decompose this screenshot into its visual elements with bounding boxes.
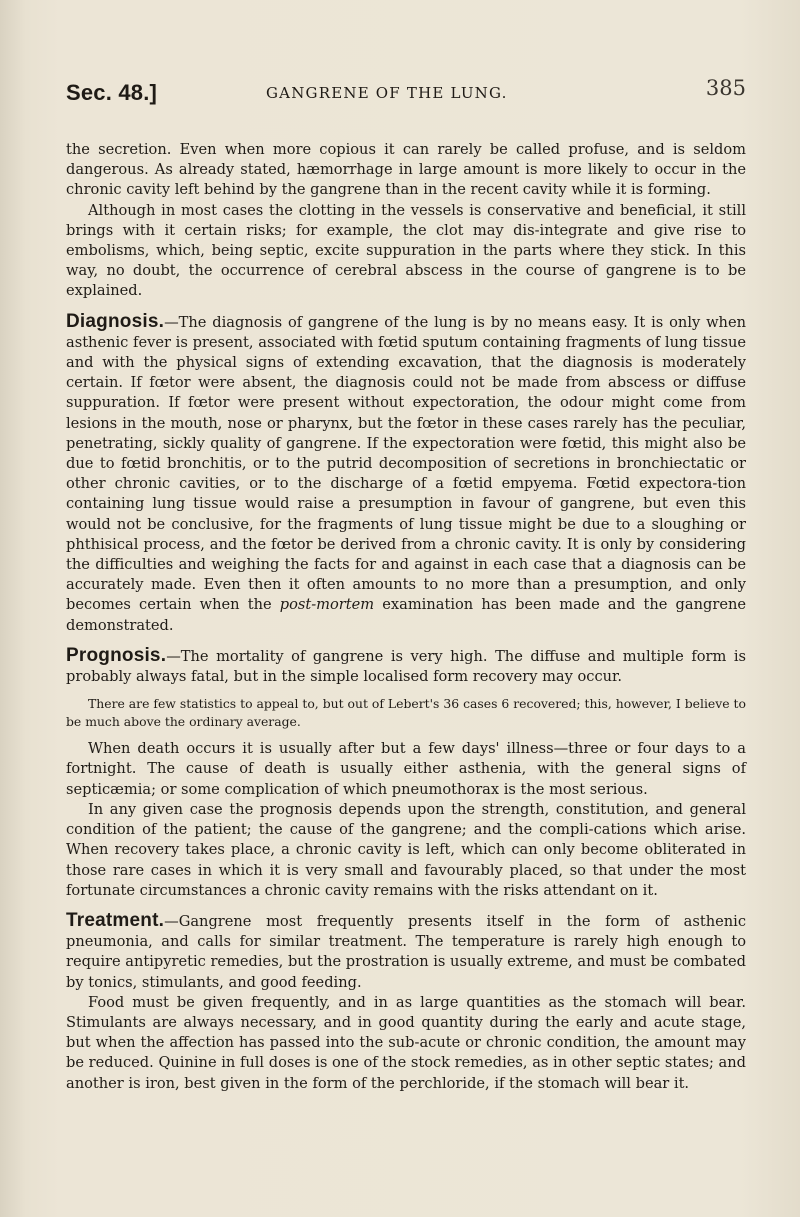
treatment-heading: Treatment. [66, 909, 165, 931]
diagnosis-text-end: examination has been made and the gangrene demonstrated. [66, 596, 746, 634]
section-number: Sec. 48.] [66, 80, 158, 105]
diagnosis-heading: Diagnosis. [66, 310, 165, 332]
prognosis-section [66, 646, 746, 687]
prognosis-note: There are few statistics to appeal to, but out of Lebert's 36 cases 6 recovered; this, however, I believe to be much above the ordinary average. [66, 696, 746, 730]
paragraph-clotting: Although in most cases the clotting in the vessels is conservative and beneficial, it still brings with it certain risks; for example, the clot may dis-integrate and give rise to embolisms, which, being septic, excite suppuration in the parts where they stick. In this way, no doubt, the occurrence of cerebral abscess in the course of gangrene is to be explained. [66, 201, 746, 300]
paragraph-secretion: the secretion. Even when more copious it can rarely be called profuse, and is seldom dangerous. As already stated, hæmorrhage in large amount is more likely to occur in the chronic cavity left behind by the gangrene than in the recent cavity while it is forming. [66, 141, 746, 199]
prognosis-heading: Prognosis. [66, 644, 167, 666]
page-header [66, 76, 746, 116]
diagnosis-section [66, 312, 746, 636]
page-body [66, 140, 746, 1094]
page-number: 385 [705, 76, 746, 100]
paragraph-food: Food must be given frequently, and in as large quantities as the stomach will bear. Stimulants are always necessary, and in good quantity during the early and acute stage, but when the affection has passed into the sub-acute or chronic condition, the amount may be reduced. Quinine in full doses is one of the stock remedies, as in other septic states; and another is iron, best given in the form of the perchloride, if the stomach will bear it. [66, 993, 746, 1092]
paragraph-prognosis: In any given case the prognosis depends upon the strength, constitution, and general condition of the patient; the cause of the gangrene; and the compli-cations which arise. When recovery takes place, a chronic cavity is left, which can only become obliterated in those rare cases in which it is very small and favourably placed, so that under the most fortunate circumstances a chronic cavity remains with the risks attendant on it. [66, 800, 746, 899]
paragraph-death: When death occurs it is usually after but a few days' illness—three or four days to a fortnight. The cause of death is usually either asthenia, with the general signs of septicæmia; or some complication of which pneumothorax is the most serious. [66, 740, 746, 798]
treatment-section [66, 911, 746, 993]
diagnosis-text-start: —The diagnosis of gangrene of the lung is by no means easy. It is only when asthenic fever is present, associated with fœtid sputum containing fragments of lung tissue and with the physical signs of extending excavation, that the diagnosis is moderately certain. If fœtor were absent, the diagnosis could not be made from abscess or diffuse suppuration. If fœtor were present without expectoration, the odour might come from lesions in the mouth, nose or pharynx, but the fœtor in these cases rarely has the peculiar, penetrating, sickly quality of gangrene. If the expectoration were fœtid, this might also be due to fœtid bronchitis, or to the putrid decomposition of secretions in bronchiectatic or other chronic cavities, or to the discharge of a fœtid empyema. Fœtid expectora-tion containing lung tissue would raise a presumption in favour of gangrene, but even this would not be conclusive, for the fragments of lung tissue might be due to a sloughing or phthisical process, and the fœtor be derived from a chronic cavity. It is only by considering the difficulties and weighing the facts for and against in each case that a diagnosis can be accurately made. Even then it often amounts to no more than a presumption, and only becomes certain when the [66, 313, 746, 614]
running-title: GANGRENE OF THE LUNG. [266, 84, 508, 102]
prognosis-text: —The mortality of gangrene is very high. The diffuse and multiple form is probably always fatal, but in the simple localised form recovery may occur. [66, 647, 746, 686]
post-mortem-italic: post-mortem [279, 596, 375, 614]
treatment-text: —Gangrene most frequently presents itself in the form of asthenic pneumonia, and calls for similar treatment. The temperature is rarely high enough to require antipyretic remedies, but the prostration is usually extreme, and must be combated by tonics, stimulants, and good feeding. [66, 912, 746, 991]
